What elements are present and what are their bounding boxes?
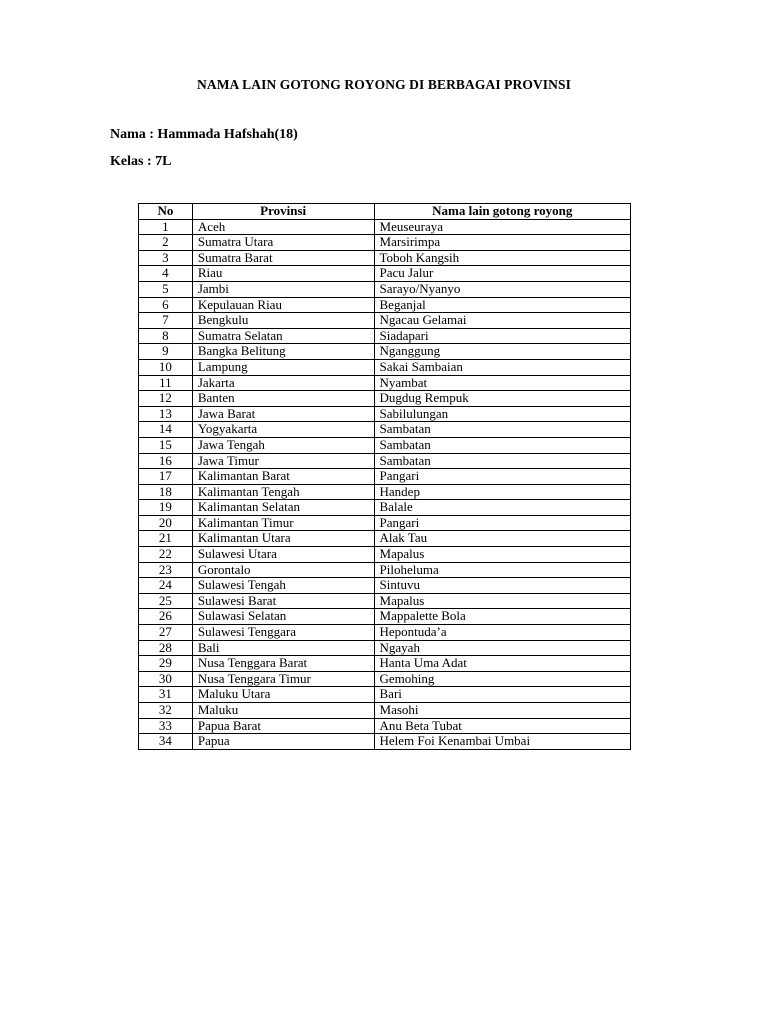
cell-alt-name: Handep	[374, 484, 630, 500]
cell-number: 14	[139, 422, 193, 438]
table-row	[139, 718, 631, 734]
cell-number: 19	[139, 500, 193, 516]
cell-number: 15	[139, 437, 193, 453]
cell-alt-name: Ngayah	[374, 640, 630, 656]
cell-alt-name: Toboh Kangsih	[374, 250, 630, 266]
cell-number: 20	[139, 515, 193, 531]
cell-alt-name: Pacu Jalur	[374, 266, 630, 282]
cell-number: 8	[139, 328, 193, 344]
table-row	[139, 219, 631, 235]
header-alt-name: Nama lain gotong royong	[374, 204, 630, 220]
cell-province: Sulawesi Utara	[192, 547, 374, 563]
cell-alt-name: Sarayo/Nyanyo	[374, 281, 630, 297]
cell-number: 29	[139, 656, 193, 672]
cell-number: 3	[139, 250, 193, 266]
cell-province: Jawa Barat	[192, 406, 374, 422]
table-row	[139, 734, 631, 750]
cell-province: Kepulauan Riau	[192, 297, 374, 313]
cell-province: Jambi	[192, 281, 374, 297]
cell-alt-name: Mapalus	[374, 547, 630, 563]
cell-alt-name: Hanta Uma Adat	[374, 656, 630, 672]
cell-alt-name: Pangari	[374, 469, 630, 485]
cell-number: 13	[139, 406, 193, 422]
table-row	[139, 328, 631, 344]
table-row	[139, 500, 631, 516]
cell-alt-name: Anu Beta Tubat	[374, 718, 630, 734]
cell-number: 6	[139, 297, 193, 313]
cell-alt-name: Sambatan	[374, 453, 630, 469]
table-row	[139, 266, 631, 282]
cell-province: Kalimantan Tengah	[192, 484, 374, 500]
table-row	[139, 250, 631, 266]
cell-province: Bangka Belitung	[192, 344, 374, 360]
cell-number: 32	[139, 703, 193, 719]
cell-number: 9	[139, 344, 193, 360]
cell-alt-name: Dugdug Rempuk	[374, 391, 630, 407]
cell-province: Lampung	[192, 359, 374, 375]
cell-province: Kalimantan Selatan	[192, 500, 374, 516]
table-row	[139, 313, 631, 329]
cell-province: Jakarta	[192, 375, 374, 391]
cell-number: 23	[139, 562, 193, 578]
cell-province: Bengkulu	[192, 313, 374, 329]
table-row	[139, 484, 631, 500]
cell-number: 17	[139, 469, 193, 485]
cell-number: 25	[139, 593, 193, 609]
cell-number: 24	[139, 578, 193, 594]
table-row	[139, 593, 631, 609]
cell-alt-name: Marsirimpa	[374, 235, 630, 251]
table-row	[139, 469, 631, 485]
cell-province: Nusa Tenggara Timur	[192, 671, 374, 687]
header-province: Provinsi	[192, 204, 374, 220]
cell-province: Kalimantan Utara	[192, 531, 374, 547]
cell-province: Sumatra Utara	[192, 235, 374, 251]
cell-number: 27	[139, 625, 193, 641]
cell-number: 28	[139, 640, 193, 656]
cell-province: Nusa Tenggara Barat	[192, 656, 374, 672]
cell-alt-name: Mappalette Bola	[374, 609, 630, 625]
cell-province: Jawa Timur	[192, 453, 374, 469]
cell-province: Sulawesi Tengah	[192, 578, 374, 594]
table-row	[139, 531, 631, 547]
table-row	[139, 281, 631, 297]
student-name: Nama : Hammada Hafshah(18)	[110, 127, 298, 142]
cell-number: 21	[139, 531, 193, 547]
table-row	[139, 562, 631, 578]
cell-alt-name: Meuseuraya	[374, 219, 630, 235]
table-row	[139, 547, 631, 563]
table-row	[139, 359, 631, 375]
table-row	[139, 703, 631, 719]
table-row	[139, 235, 631, 251]
cell-alt-name: Beganjal	[374, 297, 630, 313]
cell-number: 34	[139, 734, 193, 750]
cell-alt-name: Ngacau Gelamai	[374, 313, 630, 329]
cell-province: Maluku Utara	[192, 687, 374, 703]
table-row	[139, 656, 631, 672]
cell-alt-name: Balale	[374, 500, 630, 516]
cell-alt-name: Helem Foi Kenambai Umbai	[374, 734, 630, 750]
cell-number: 31	[139, 687, 193, 703]
table-row	[139, 297, 631, 313]
table-row	[139, 515, 631, 531]
table-row	[139, 391, 631, 407]
student-class: Kelas : 7L	[110, 154, 172, 169]
cell-alt-name: Bari	[374, 687, 630, 703]
cell-province: Riau	[192, 266, 374, 282]
cell-alt-name: Nyambat	[374, 375, 630, 391]
table-row	[139, 625, 631, 641]
table-row	[139, 687, 631, 703]
cell-number: 18	[139, 484, 193, 500]
table-header-row	[139, 204, 631, 220]
cell-number: 7	[139, 313, 193, 329]
cell-number: 12	[139, 391, 193, 407]
table-row	[139, 671, 631, 687]
cell-province: Yogyakarta	[192, 422, 374, 438]
cell-province: Kalimantan Timur	[192, 515, 374, 531]
table-row	[139, 640, 631, 656]
cell-alt-name: Piloheluma	[374, 562, 630, 578]
cell-province: Maluku	[192, 703, 374, 719]
cell-province: Aceh	[192, 219, 374, 235]
table-row	[139, 344, 631, 360]
cell-province: Papua	[192, 734, 374, 750]
cell-province: Sulawasi Selatan	[192, 609, 374, 625]
cell-alt-name: Sintuvu	[374, 578, 630, 594]
cell-alt-name: Hepontuda’a	[374, 625, 630, 641]
table-row	[139, 375, 631, 391]
cell-province: Sulawesi Barat	[192, 593, 374, 609]
cell-province: Sulawesi Tenggara	[192, 625, 374, 641]
table-row	[139, 422, 631, 438]
cell-alt-name: Pangari	[374, 515, 630, 531]
cell-province: Sumatra Barat	[192, 250, 374, 266]
cell-number: 5	[139, 281, 193, 297]
table-row	[139, 578, 631, 594]
cell-alt-name: Nganggung	[374, 344, 630, 360]
cell-province: Papua Barat	[192, 718, 374, 734]
cell-alt-name: Sakai Sambaian	[374, 359, 630, 375]
table-body	[139, 219, 631, 749]
cell-alt-name: Sabilulungan	[374, 406, 630, 422]
cell-number: 10	[139, 359, 193, 375]
cell-number: 1	[139, 219, 193, 235]
cell-province: Gorontalo	[192, 562, 374, 578]
table-row	[139, 609, 631, 625]
cell-province: Sumatra Selatan	[192, 328, 374, 344]
table-row	[139, 406, 631, 422]
cell-number: 16	[139, 453, 193, 469]
cell-alt-name: Masohi	[374, 703, 630, 719]
cell-alt-name: Sambatan	[374, 437, 630, 453]
page-title: NAMA LAIN GOTONG ROYONG DI BERBAGAI PROVINSI	[197, 77, 571, 92]
cell-number: 11	[139, 375, 193, 391]
cell-number: 4	[139, 266, 193, 282]
table-row	[139, 453, 631, 469]
cell-province: Jawa Tengah	[192, 437, 374, 453]
table-row	[139, 437, 631, 453]
cell-number: 22	[139, 547, 193, 563]
cell-number: 30	[139, 671, 193, 687]
cell-alt-name: Sambatan	[374, 422, 630, 438]
cell-number: 33	[139, 718, 193, 734]
cell-alt-name: Gemohing	[374, 671, 630, 687]
cell-number: 2	[139, 235, 193, 251]
provinces-table	[138, 203, 631, 750]
cell-alt-name: Alak Tau	[374, 531, 630, 547]
header-no: No	[139, 204, 193, 220]
cell-alt-name: Mapalus	[374, 593, 630, 609]
cell-province: Bali	[192, 640, 374, 656]
cell-number: 26	[139, 609, 193, 625]
cell-province: Kalimantan Barat	[192, 469, 374, 485]
cell-province: Banten	[192, 391, 374, 407]
cell-alt-name: Siadapari	[374, 328, 630, 344]
